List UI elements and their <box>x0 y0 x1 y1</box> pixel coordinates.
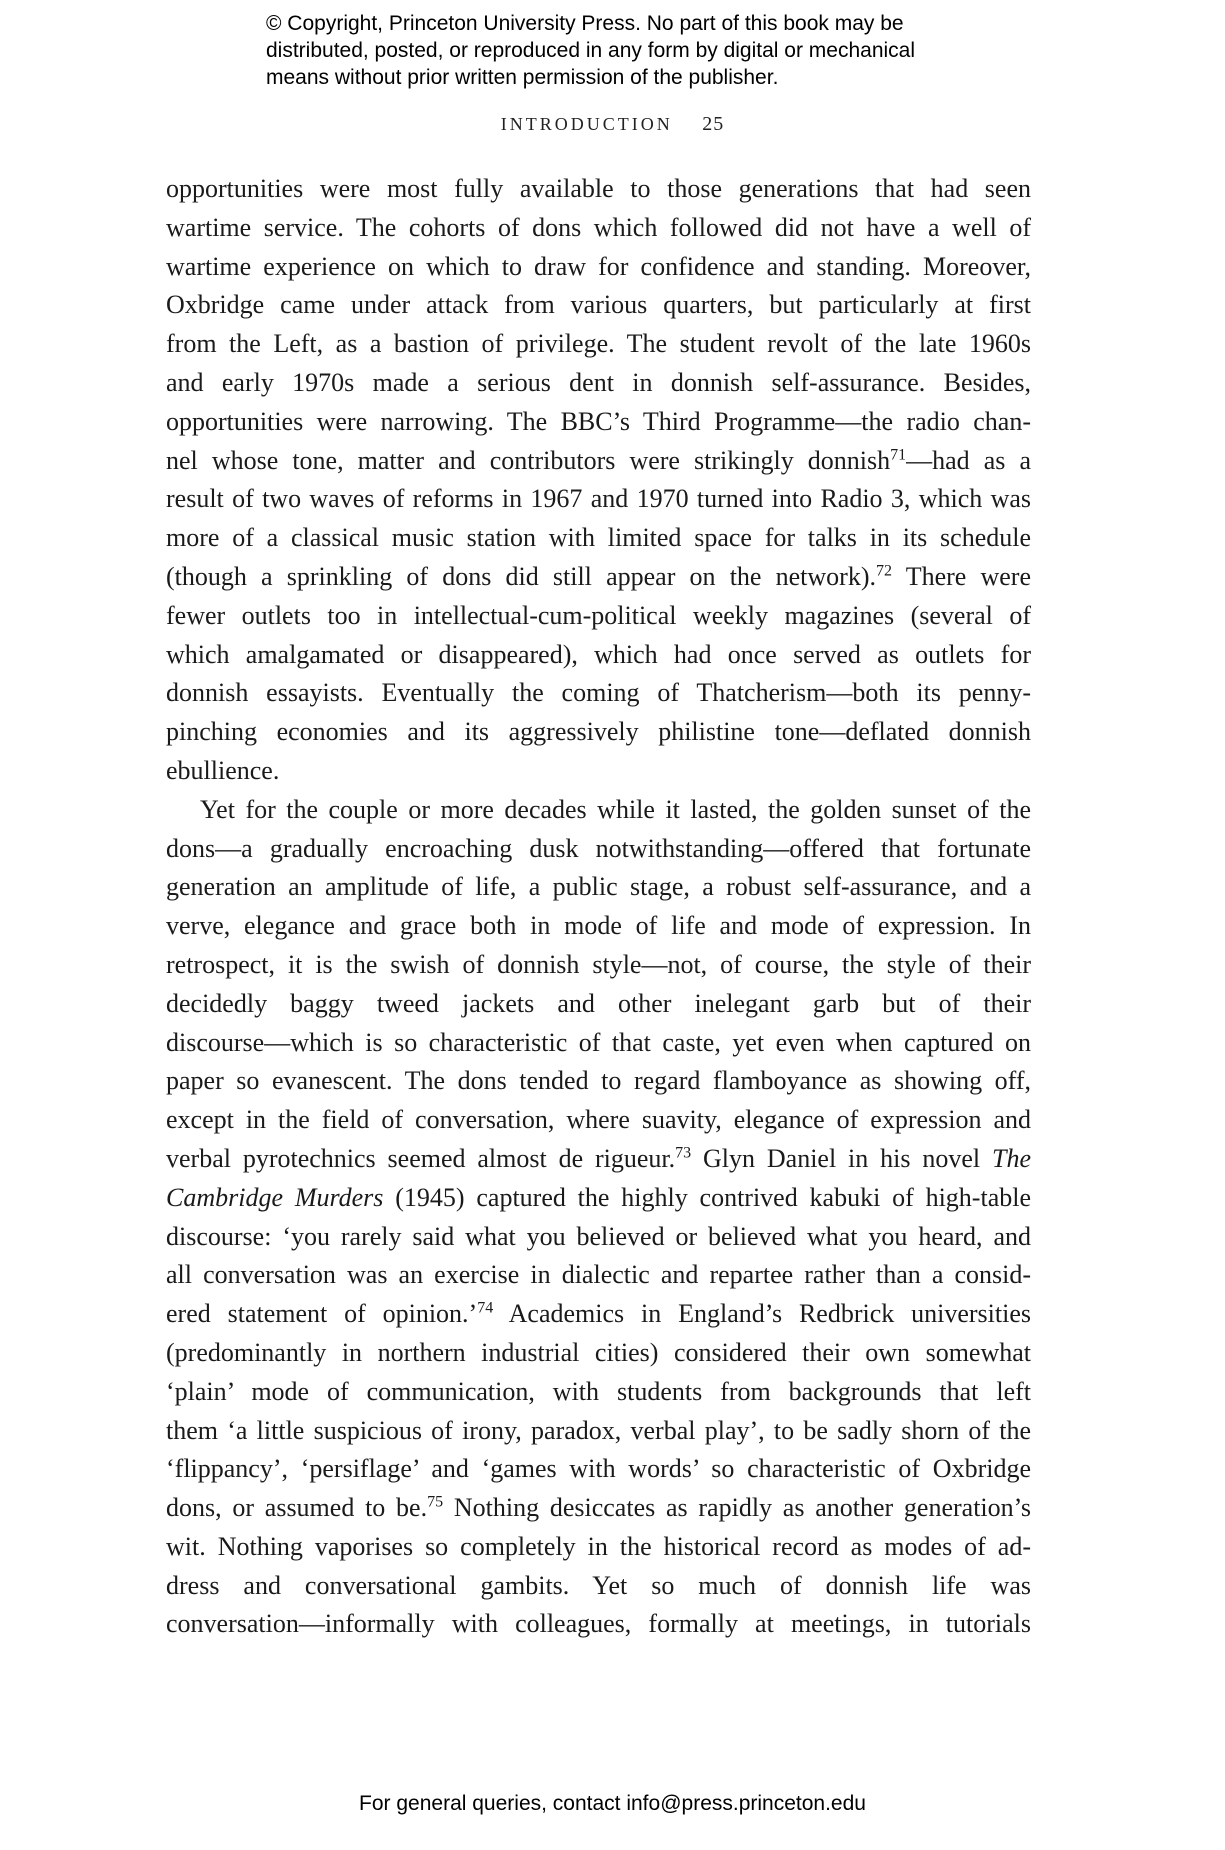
footer-contact: For general queries, contact info@press.princeton.edu <box>359 1792 866 1815</box>
text-line: retrospect, it is the swish of donnish style—not, of course, the style of their <box>166 949 1031 979</box>
footnote-ref-71[interactable]: 71 <box>890 445 907 463</box>
text-span: There were <box>892 561 1032 591</box>
footnote-ref-72[interactable]: 72 <box>876 562 892 580</box>
text-line: discourse—which is so characteristic of that caste, yet even when captured on <box>166 1027 1031 1057</box>
text-line <box>166 442 1031 481</box>
text-line: result of two waves of reforms in 1967 and 1970 turned into Radio 3, which was <box>166 484 1031 514</box>
text-line <box>166 1140 1031 1179</box>
text-line: decidedly baggy tweed jackets and other inelegant garb but of their <box>166 988 1031 1018</box>
text-span: Glyn Daniel in his novel <box>691 1143 992 1173</box>
text-line <box>166 1489 1031 1528</box>
text-line: ebullience. <box>166 755 280 785</box>
text-span: dons, or assumed to be. <box>166 1493 428 1523</box>
text-span: verbal pyrotechnics seemed almost de rigueur. <box>166 1143 676 1173</box>
text-line: dons—a gradually encroaching dusk notwithstanding—offered that fortunate <box>166 833 1031 863</box>
text-line: from the Left, as a bastion of privilege. The student revolt of the late 1960s <box>166 329 1031 359</box>
text-span: Nothing desiccates as rapidly as another generation’s <box>443 1493 1031 1523</box>
text-span: (1945) captured the highly contrived kabuki of high-table <box>383 1182 1031 1212</box>
body-text <box>166 170 1031 1644</box>
running-head <box>0 113 1225 136</box>
text-line: fewer outlets too in intellectual-cum-political weekly magazines (several of <box>166 600 1031 630</box>
text-line: (predominantly in northern industrial cities) considered their own somewhat <box>166 1337 1031 1367</box>
text-line: dress and conversational gambits. Yet so much of donnish life was <box>166 1570 1031 1600</box>
text-line: discourse: ‘you rarely said what you believed or believed what you heard, and <box>166 1221 1031 1251</box>
text-span: nel whose tone, matter and contributors were strikingly donnish <box>166 445 891 475</box>
text-line: verve, elegance and grace both in mode of life and mode of expression. In <box>166 911 1031 941</box>
copyright-line-3: means without prior written permission of the publisher. <box>266 66 779 89</box>
copyright-line-2: distributed, posted, or reproduced in any form by digital or mechanical <box>266 39 916 62</box>
text-line: ‘flippancy’, ‘persiflage’ and ‘games with words’ so characteristic of Oxbridge <box>166 1454 1031 1484</box>
copyright-line-1: © Copyright, Princeton University Press. No part of this book may be <box>266 12 904 35</box>
footnote-ref-74[interactable]: 74 <box>477 1299 494 1317</box>
text-line <box>166 558 1031 597</box>
text-line: paper so evanescent. The dons tended to regard flamboyance as showing off, <box>166 1066 1031 1096</box>
text-line: wartime service. The cohorts of dons which followed did not have a well of <box>166 212 1031 242</box>
running-head-title: INTRODUCTION <box>500 114 673 134</box>
copyright-notice <box>266 10 1026 91</box>
text-line <box>166 1295 1031 1334</box>
text-line: donnish essayists. Eventually the coming of Thatcherism—both its penny- <box>166 678 1031 708</box>
text-line: ‘plain’ mode of communication, with students from backgrounds that left <box>166 1376 1031 1406</box>
text-line: which amalgamated or disappeared), which had once served as outlets for <box>166 639 1031 669</box>
text-line: wit. Nothing vaporises so completely in the historical record as modes of ad- <box>166 1531 1031 1561</box>
text-line: opportunities were narrowing. The BBC’s Third Programme—the radio chan- <box>166 406 1031 436</box>
text-span: Academics in England’s Redbrick universities <box>508 1299 1031 1329</box>
text-span: ered statement of opinion.’ <box>166 1299 478 1329</box>
text-line: Yet for the couple or more decades while it lasted, the golden sunset of the <box>200 794 1031 824</box>
footnote-ref-73[interactable]: 73 <box>675 1144 692 1162</box>
text-line: generation an amplitude of life, a public stage, a robust self-assurance, and a <box>166 872 1031 902</box>
text-line: wartime experience on which to draw for confidence and standing. Moreover, <box>166 251 1031 281</box>
text-line <box>166 1179 1031 1218</box>
text-span: —had as a <box>906 445 1031 475</box>
text-line: conversation—informally with colleagues, formally at meetings, in tutorials <box>166 1609 1031 1639</box>
book-title-italic: Cambridge Murders <box>166 1182 384 1212</box>
text-line: all conversation was an exercise in dialectic and repartee rather than a consid- <box>166 1260 1031 1290</box>
page-number: 25 <box>702 113 725 135</box>
book-title-italic: The <box>992 1143 1031 1173</box>
text-line: Oxbridge came under attack from various quarters, but particularly at first <box>166 290 1031 320</box>
text-line: opportunities were most fully available to those generations that had seen <box>166 174 1031 203</box>
text-span: (though a sprinkling of dons did still appear on the network). <box>166 561 876 591</box>
text-line: them ‘a little suspicious of irony, paradox, verbal play’, to be sadly shorn of the <box>166 1415 1031 1445</box>
footnote-ref-75[interactable]: 75 <box>427 1493 444 1511</box>
text-line: more of a classical music station with limited space for talks in its schedule <box>166 523 1031 553</box>
text-line: pinching economies and its aggressively philistine tone—deflated donnish <box>166 717 1031 747</box>
text-line: except in the field of conversation, where suavity, elegance of expression and <box>166 1105 1031 1135</box>
text-line: and early 1970s made a serious dent in donnish self-assurance. Besides, <box>166 367 1031 397</box>
